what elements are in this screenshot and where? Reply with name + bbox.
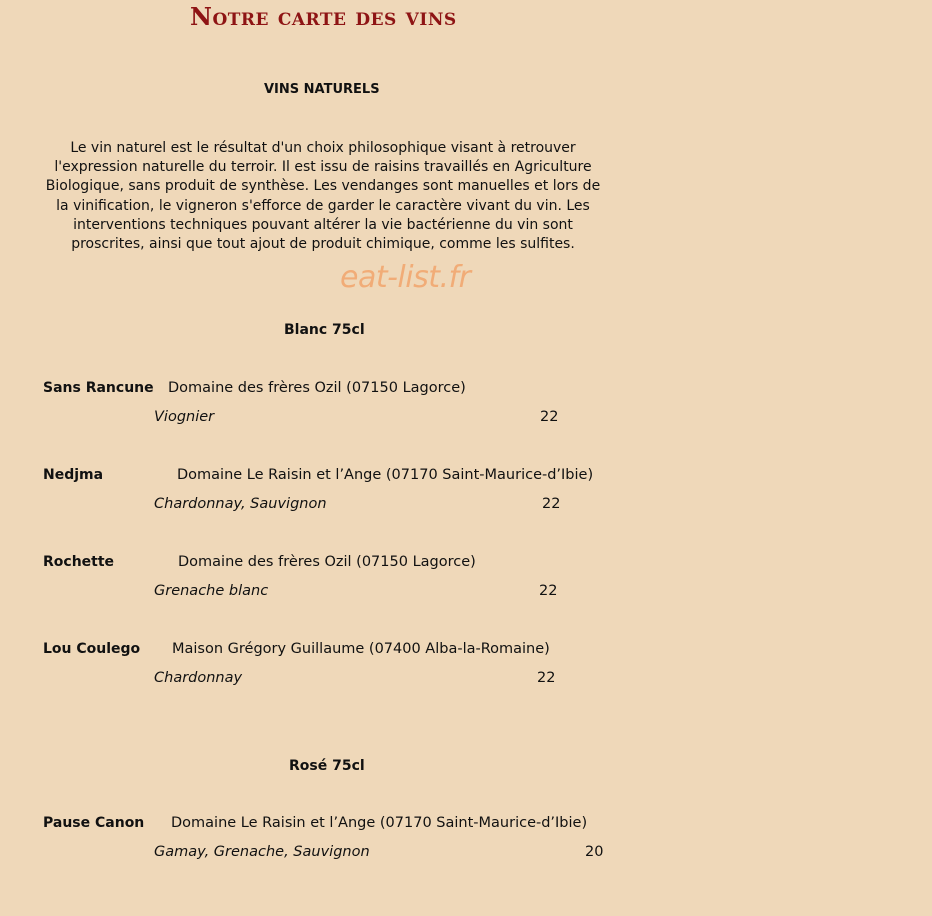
wine-price: 22 xyxy=(540,409,559,425)
wine-grapes: Chardonnay xyxy=(154,670,243,686)
wine-grapes: Gamay, Grenache, Sauvignon xyxy=(154,844,370,860)
category-rose: Rosé 75cl xyxy=(289,758,365,774)
wine-domain: Maison Grégory Guillaume (07400 Alba-la-Romaine) xyxy=(172,641,550,657)
wine-grapes: Grenache blanc xyxy=(154,583,269,599)
wine-domain: Domaine des frères Ozil (07150 Lagorce) xyxy=(178,554,476,570)
wine-name: Rochette xyxy=(43,554,115,570)
category-blanc: Blanc 75cl xyxy=(284,322,365,338)
page-title: Notre carte des vins xyxy=(190,2,457,31)
wine-price: 22 xyxy=(542,496,561,512)
wine-domain: Domaine Le Raisin et l’Ange (07170 Saint-Maurice-d’Ibie) xyxy=(177,467,594,483)
wine-price: 22 xyxy=(539,583,558,599)
section-title: VINS NATURELS xyxy=(264,82,380,97)
wine-price: 20 xyxy=(585,844,604,860)
wine-name: Sans Rancune xyxy=(43,380,154,396)
wine-domain: Domaine des frères Ozil (07150 Lagorce) xyxy=(168,380,466,396)
intro-paragraph: Le vin naturel est le résultat d'un choix philosophique visant à retrouver l'expression naturelle du terroir. Il est issu de raisins travaillés en Agriculture Biologique, sans produit de synthèse. Les vendanges sont manuelles et lors de la vinification, le vigneron s'efforce de garder le caractère vivant du vin. Les interventions techniques pouvant altérer la vie bactérienne du vin sont proscrites, ainsi que tout ajout de produit chimique, comme les sulfites. xyxy=(45,140,601,253)
wine-domain: Domaine Le Raisin et l’Ange (07170 Saint-Maurice-d’Ibie) xyxy=(171,815,588,831)
wine-name: Nedjma xyxy=(43,467,104,483)
wine-price: 22 xyxy=(537,670,556,686)
wine-name: Lou Coulego xyxy=(43,641,141,657)
wine-name: Pause Canon xyxy=(43,815,145,831)
wine-grapes: Viognier xyxy=(154,409,215,425)
watermark: eat-list.fr xyxy=(340,260,471,295)
wine-grapes: Chardonnay, Sauvignon xyxy=(154,496,327,512)
